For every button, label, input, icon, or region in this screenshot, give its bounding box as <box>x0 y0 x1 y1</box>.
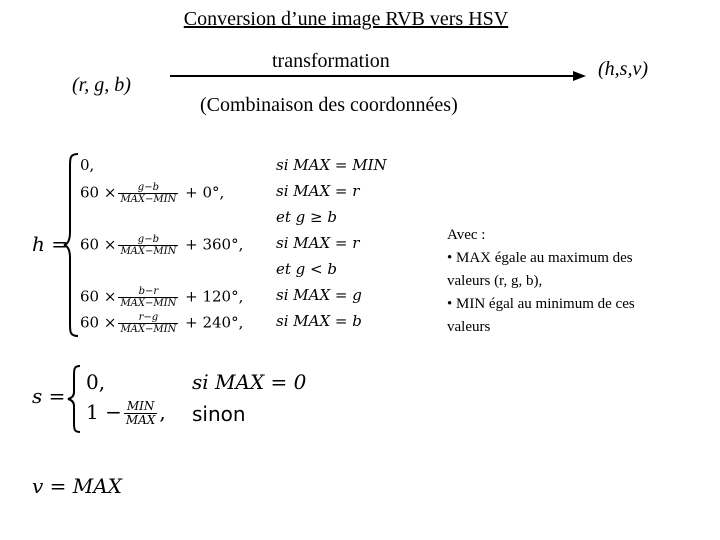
s-case2-value: 1 − $\frac{\text{MIN}}{\text{MAX}}$ , <box>86 399 166 427</box>
h-case-fraction <box>118 182 178 205</box>
h-case-value <box>80 156 94 174</box>
h-case-coefficient: 60 × <box>80 287 117 306</box>
v-formula: v = MAX <box>32 474 122 498</box>
h-case-fraction <box>118 234 178 257</box>
s-label: s = <box>32 384 66 408</box>
s-case2-condition: sinon <box>192 402 246 426</box>
h-case-condition: et g < b <box>276 260 337 278</box>
fraction-numerator: g−b <box>118 234 178 246</box>
fraction-denominator: MAX−MIN <box>120 246 177 257</box>
s-case1-condition: si MAX = 0 <box>192 370 307 394</box>
note-line-3: • MIN égal au minimum de ces <box>447 296 635 312</box>
fraction-numerator: g−b <box>118 182 178 194</box>
h-case-fraction <box>118 286 178 309</box>
h-case-condition: si MAX = r <box>276 234 360 252</box>
h-case-coefficient: 60 × <box>80 183 117 202</box>
hsv-label: (h,s,v) <box>598 58 648 80</box>
note-line-1: • MAX égale au maximum des <box>447 250 633 266</box>
s-brace <box>66 364 82 434</box>
note-box <box>447 224 687 339</box>
transformation-arrow <box>170 66 590 86</box>
fraction-denominator: MAX−MIN <box>120 298 177 309</box>
note-heading: Avec : <box>447 227 486 243</box>
h-case-value <box>80 234 243 257</box>
h-label: h = <box>32 232 68 256</box>
h-case-offset: + 120°, <box>180 287 244 306</box>
note-line-2: valeurs (r, g, b), <box>447 273 543 289</box>
h-case-offset: + 360°, <box>180 235 244 254</box>
h-case-offset: + 240°, <box>180 313 244 332</box>
page-title: Conversion d’une image RVB vers HSV <box>183 8 509 30</box>
h-case-fraction <box>118 312 178 335</box>
h-case-value <box>80 182 224 205</box>
h-case-coefficient: 60 × <box>80 235 117 254</box>
transformation-label: transformation <box>272 50 390 72</box>
fraction-denominator: MAX−MIN <box>120 324 177 335</box>
h-case-value <box>80 286 243 309</box>
rgb-label: (r, g, b) <box>72 74 131 96</box>
fraction-denominator: MAX−MIN <box>120 194 177 205</box>
note-line-4: valeurs <box>447 319 491 335</box>
h-case-condition: et g ≥ b <box>276 208 337 226</box>
h-case-coefficient: 0, <box>80 156 95 174</box>
h-brace <box>62 152 80 338</box>
h-case-value <box>80 312 243 335</box>
h-case-offset: + 0°, <box>180 183 225 202</box>
h-case-coefficient: 60 × <box>80 313 117 332</box>
s-case1-value: 0, <box>86 370 106 394</box>
h-case-condition: si MAX = MIN <box>276 156 387 174</box>
fraction-numerator: b−r <box>118 286 178 298</box>
combination-label: (Combinaison des coordonnées) <box>200 94 458 116</box>
h-case-condition: si MAX = b <box>276 312 362 330</box>
h-case-condition: si MAX = r <box>276 182 360 200</box>
fraction-numerator: r−g <box>118 312 178 324</box>
h-case-condition: si MAX = g <box>276 286 362 304</box>
